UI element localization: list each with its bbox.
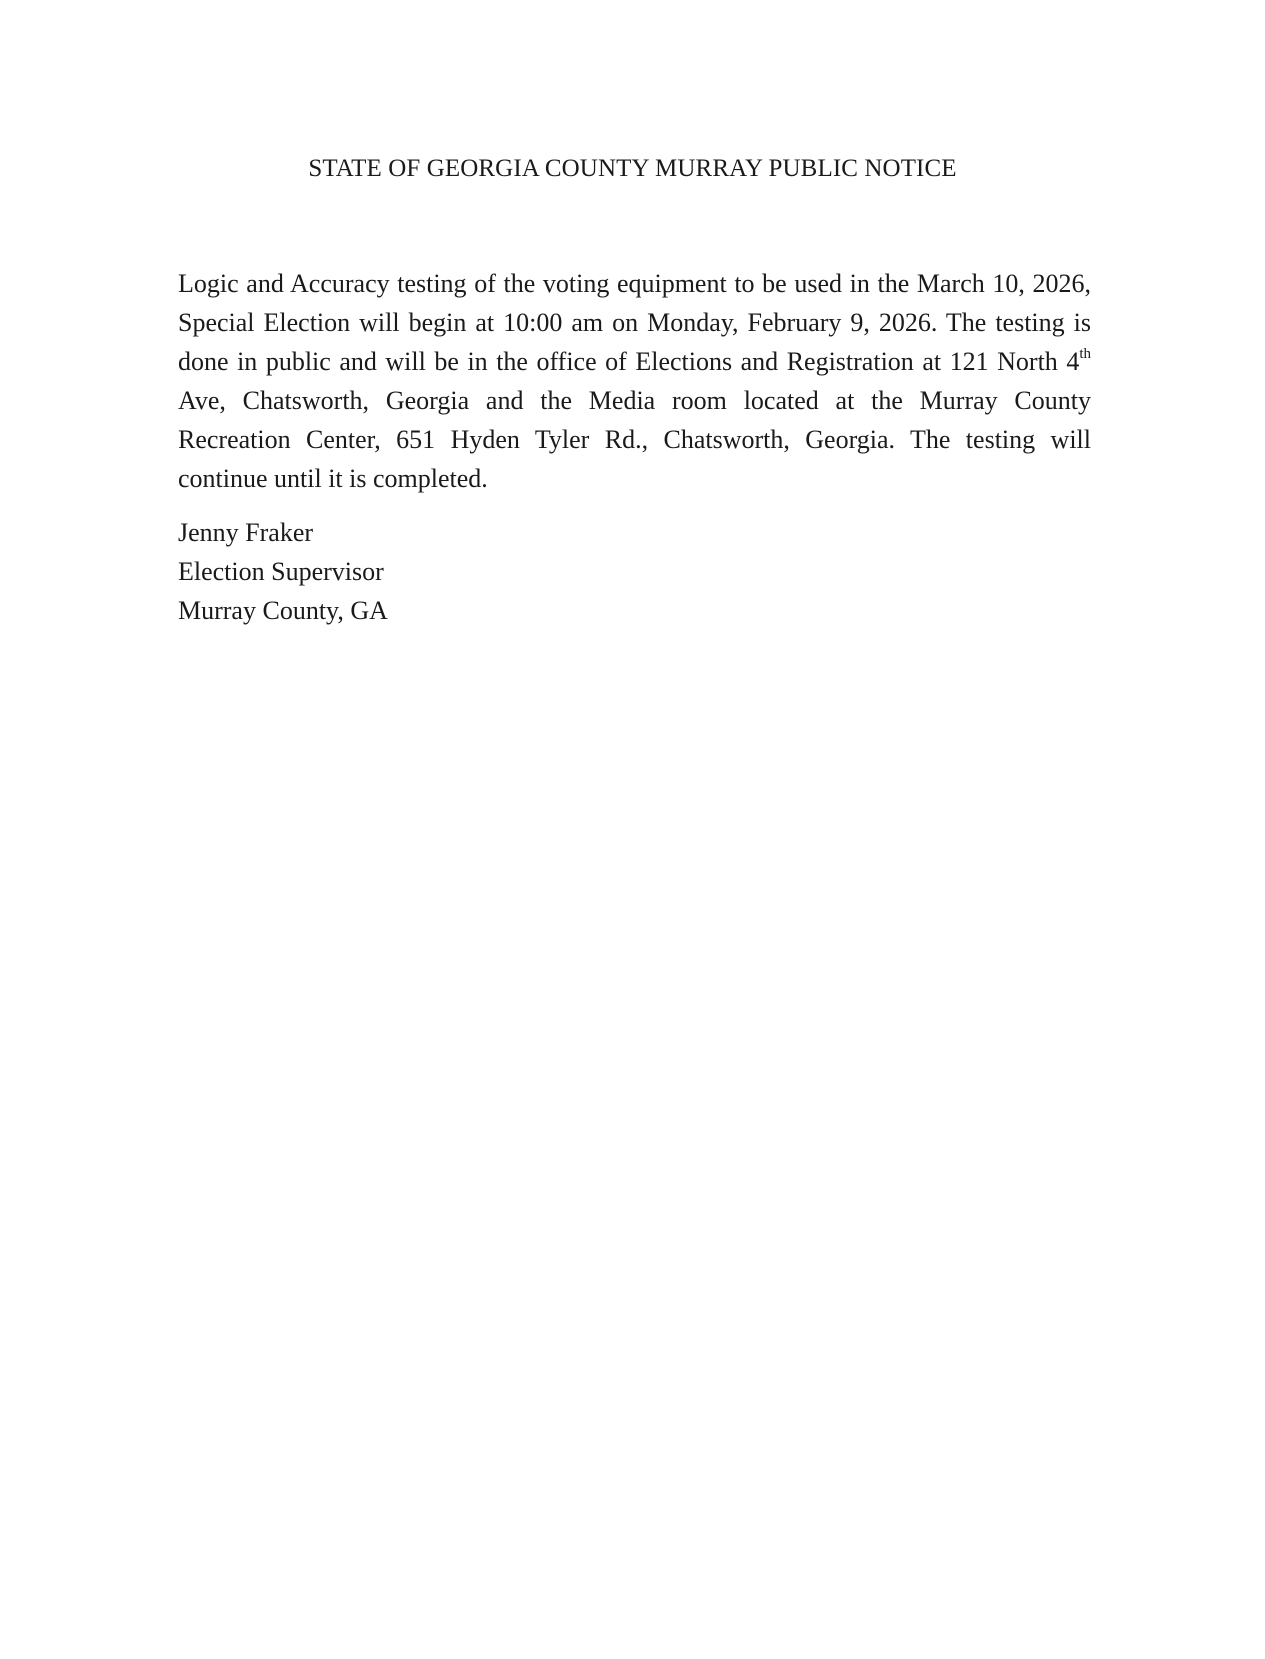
notice-body-text-part1: Logic and Accuracy testing of the voting equipment to be used in the March 10, 2026, Special Election will begin at 10:00 am on Monday, February 9, 2026. The testing is done in public and will be in the office of Elections and Registration at 121 North 4 [178,269,1091,376]
ordinal-superscript: th [1079,346,1091,363]
notice-body-text-part2: Ave, Chatsworth, Georgia and the Media room located at the Murray County Recreation Center, 651 Hyden Tyler Rd., Chatsworth, Georgia. The testing will continue until it is completed. [178,386,1091,493]
signatory-name: Jenny Fraker [178,518,314,547]
signature-block [178,513,388,630]
notice-title: STATE OF GEORGIA COUNTY MURRAY PUBLIC NOTICE [308,155,957,182]
signatory-location: Murray County, GA [178,596,388,625]
signatory-role: Election Supervisor [178,557,384,586]
notice-body [178,264,1091,498]
